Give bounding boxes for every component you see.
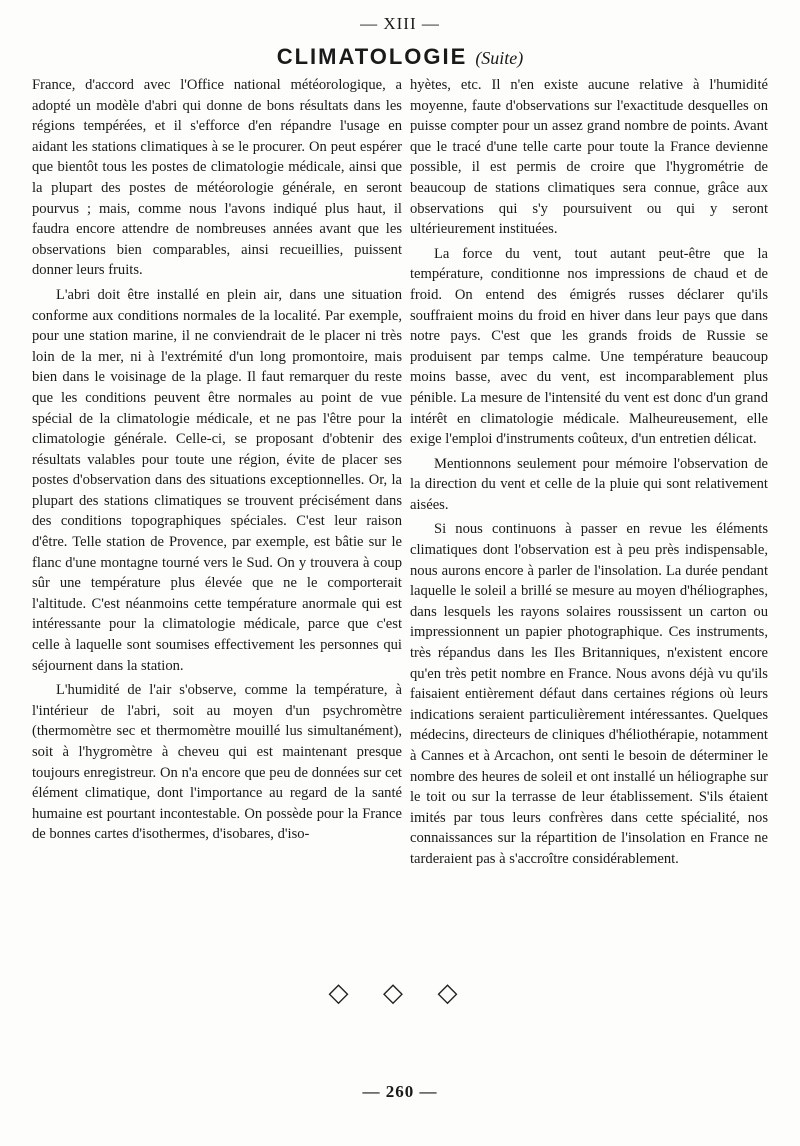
page-number: — 260 —	[362, 1082, 438, 1101]
title-suffix: (Suite)	[475, 48, 524, 68]
diamond-ornament-icon: ◇ ◇ ◇	[328, 978, 472, 1007]
paragraph: hyètes, etc. Il n'en existe aucune relative à l'humidité moyenne, faute d'observations sur l'exactitude desquelles on puisse compter pour un assez grand nombre de points. Avant que le tracé d'une telle carte pour toute la France devienne possible, il est permis de croire que l'hygrométrie de beaucoup de stations climatiques sera connue, grâce aux observations qui s'y poursuivent ou qui y seront ultérieurement instituées.	[410, 77, 768, 238]
paragraph: France, d'accord avec l'Office national météorologique, a adopté un modèle d'abri qui donne de bons résultats dans les régions tempérées, et il s'efforce d'en répandre l'usage en aidant les stations climatiques à se le procurer. On peut espérer que bientôt tous les postes de climatologie médicale, ainsi que la plupart des postes de météorologie générale, en seront pourvus ; mais, comme nous l'avons indiqué plus haut, il faudra encore attendre de nombreuses années avant que les observations bien comparables, ainsi recueillies, puissent donner leurs fruits.	[32, 77, 402, 279]
paragraph: Mentionnons seulement pour mémoire l'observation de la direction du vent et celle de la pluie qui sont relativement aisées.	[410, 455, 768, 513]
title-main: CLIMATOLOGIE	[276, 44, 468, 69]
running-head: — XIII —	[360, 14, 440, 33]
right-column	[410, 75, 768, 870]
paragraph: L'humidité de l'air s'observe, comme la température, à l'intérieur de l'abri, soit au moyen d'un psychromètre (thermomètre sec et thermomètre mouillé lus simultanément), soit à l'hygromètre à cheveu qui est maintenant presque toujours enregistreur. On n'a encore que peu de données sur cet élément climatique, dont l'importance au regard de la santé humaine est pourtant incontestable. On possède pour la France de bonnes cartes d'isothermes, d'isobares, d'iso-	[32, 682, 402, 843]
section-title	[0, 44, 800, 70]
paragraph: La force du vent, tout autant peut-être que la température, conditionne nos impressions de chaud et de froid. On entend des émigrés russes déclarer qu'ils souffraient moins du froid en hiver dans leur pays que dans notre pays. C'est que les grands froids de Russie se produisent par temps calme. Une température beaucoup moins basse, avec du vent, est incomparablement plus pénible. La mesure de l'intensité du vent est donc d'un grand intérêt en climatologie médicale. Malheureusement, elle exige l'emploi d'instruments coûteux, d'un entretien délicat.	[410, 245, 768, 448]
paragraph: L'abri doit être installé en plein air, dans une situation conforme aux conditions normales de la localité. Par exemple, pour une station marine, il ne conviendrait de le placer ni très loin de la mer, ni à l'extrémité d'un long promontoire, mais bien dans le voisinage de la plage. Il faut remarquer du reste que les conditions peuvent être normales au point de vue spécial de la climatologie médicale, et ne pas l'être pour la climatologie générale. Celle-ci, se proposant d'obtenir des résultats valables pour toute une région, évite de placer ses postes d'observation dans des situations exceptionnelles. Or, la plupart des stations climatiques se trouvent précisément dans des conditions topographiques spéciales. C'est leur raison d'être. Telle station de Provence, par exemple, est bâtie sur le flanc d'une montagne tourné vers le Sud. On y trouvera à coup sûr une température plus élevée que ne le comporterait l'altitude. C'est néanmoins cette température anormale qui est intéressante pour la climatologie médicale, parce que c'est celle à laquelle sont soumises effectivement les personnes qui séjournent dans la station.	[32, 286, 402, 674]
left-column	[32, 75, 402, 845]
paragraph: Si nous continuons à passer en revue les éléments climatiques dont l'observation est à peu près indispensable, nous aurons encore à parler de l'insolation. La durée pendant laquelle le soleil a brillé se mesure au moyen d'héliographes, dans lesquels les rayons solaires roussissent un carton ou impressionnent un papier photographique. Ces instruments, très répandus dans les Iles Britanniques, n'existent encore qu'en très petit nombre en France. Nous avons déjà vu qu'ils faisaient entièrement défaut dans certaines régions où leurs indications seraient particulièrement intéressantes. Quelques médecins, directeurs de cliniques d'héliothérapie, notamment à Cannes et à Arcachon, ont senti le besoin de déterminer le nombre des heures de soleil et ont installé un héliographe sur le toit ou sur la terrasse de leur établissement. S'ils étaient imités par tous leurs confrères dans cette spécialité, nos connaissances sur la répartition de l'insolation en France ne tarderaient pas à s'accroître considérablement.	[410, 521, 768, 867]
